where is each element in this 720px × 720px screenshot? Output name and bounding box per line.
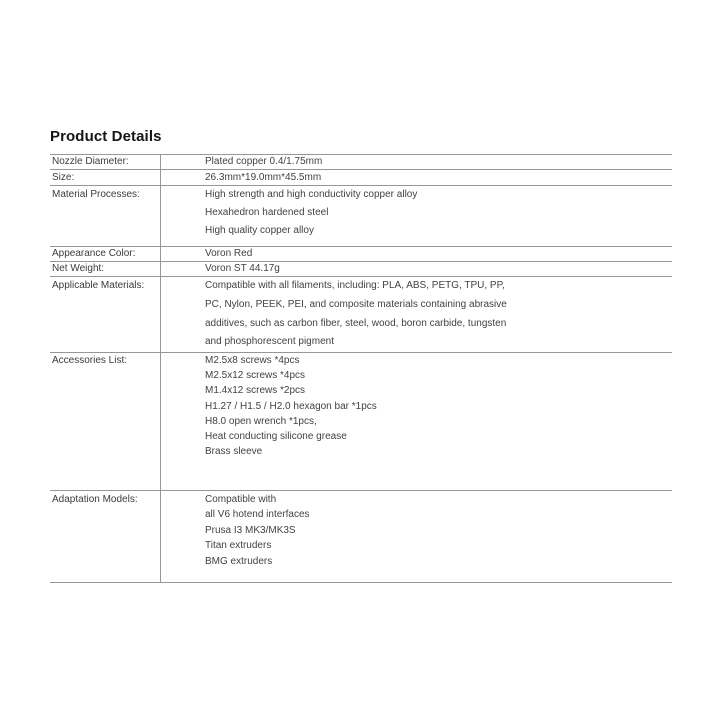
spec-value-line: High quality copper alloy bbox=[205, 225, 314, 236]
spec-value bbox=[161, 170, 672, 185]
spec-value-line: Plated copper 0.4/1.75mm bbox=[205, 156, 323, 167]
spec-value bbox=[161, 491, 672, 582]
spec-label: Material Processes: bbox=[50, 186, 161, 246]
spec-label: Appearance Color: bbox=[50, 247, 161, 261]
spec-value-line: PC, Nylon, PEEK, PEI, and composite materials containing abrasive bbox=[205, 298, 507, 310]
spec-row bbox=[50, 490, 672, 583]
spec-label: Applicable Materials: bbox=[50, 277, 161, 352]
spec-row bbox=[50, 154, 672, 169]
spec-label: Adaptation Models: bbox=[50, 491, 161, 582]
spec-value-line: Compatible with bbox=[205, 494, 277, 505]
spec-value-line: and phosphorescent pigment bbox=[205, 336, 334, 348]
spec-row bbox=[50, 169, 672, 185]
spec-value-line: H8.0 open wrench *1pcs, bbox=[205, 415, 317, 427]
spec-value bbox=[161, 277, 672, 352]
spec-value-line: Voron ST 44.17g bbox=[205, 263, 280, 274]
spec-value-line: all V6 hotend interfaces bbox=[205, 509, 310, 521]
spec-value-line: Hexahedron hardened steel bbox=[205, 207, 329, 218]
spec-value-line: Prusa I3 MK3/MK3S bbox=[205, 524, 296, 536]
spec-value-line: BMG extruders bbox=[205, 555, 273, 567]
spec-value-line: Heat conducting silicone grease bbox=[205, 431, 347, 443]
spec-value-line: 26.3mm*19.0mm*45.5mm bbox=[205, 172, 322, 183]
spec-value-line: Titan extruders bbox=[205, 540, 272, 552]
spec-row bbox=[50, 352, 672, 490]
spec-value-line: M2.5x12 screws *4pcs bbox=[205, 370, 306, 382]
page-title: Product Details bbox=[50, 128, 162, 145]
spec-value bbox=[161, 353, 672, 490]
spec-value-line: M1.4x12 screws *2pcs bbox=[205, 385, 306, 397]
product-spec-table bbox=[50, 154, 672, 583]
spec-value-line: Compatible with all filaments, including: PLA, ABS, PETG, TPU, PP, bbox=[205, 280, 505, 291]
spec-row bbox=[50, 246, 672, 261]
spec-value-line: M2.5x8 screws *4pcs bbox=[205, 355, 300, 366]
spec-label: Nozzle Diameter: bbox=[50, 155, 161, 169]
spec-value-line: Voron Red bbox=[205, 248, 253, 259]
spec-row bbox=[50, 276, 672, 352]
spec-label: Net Weight: bbox=[50, 262, 161, 276]
spec-value bbox=[161, 186, 672, 246]
spec-label: Size: bbox=[50, 170, 161, 185]
spec-value-line: High strength and high conductivity copper alloy bbox=[205, 189, 418, 200]
spec-value-line: Brass sleeve bbox=[205, 446, 263, 458]
spec-value bbox=[161, 247, 672, 261]
spec-row bbox=[50, 261, 672, 276]
spec-value bbox=[161, 155, 672, 169]
spec-value bbox=[161, 262, 672, 276]
spec-value-line: H1.27 / H1.5 / H2.0 hexagon bar *1pcs bbox=[205, 400, 377, 412]
spec-value-line: additives, such as carbon fiber, steel, wood, boron carbide, tungsten bbox=[205, 317, 507, 329]
spec-label: Accessories List: bbox=[50, 353, 161, 490]
spec-row bbox=[50, 185, 672, 246]
